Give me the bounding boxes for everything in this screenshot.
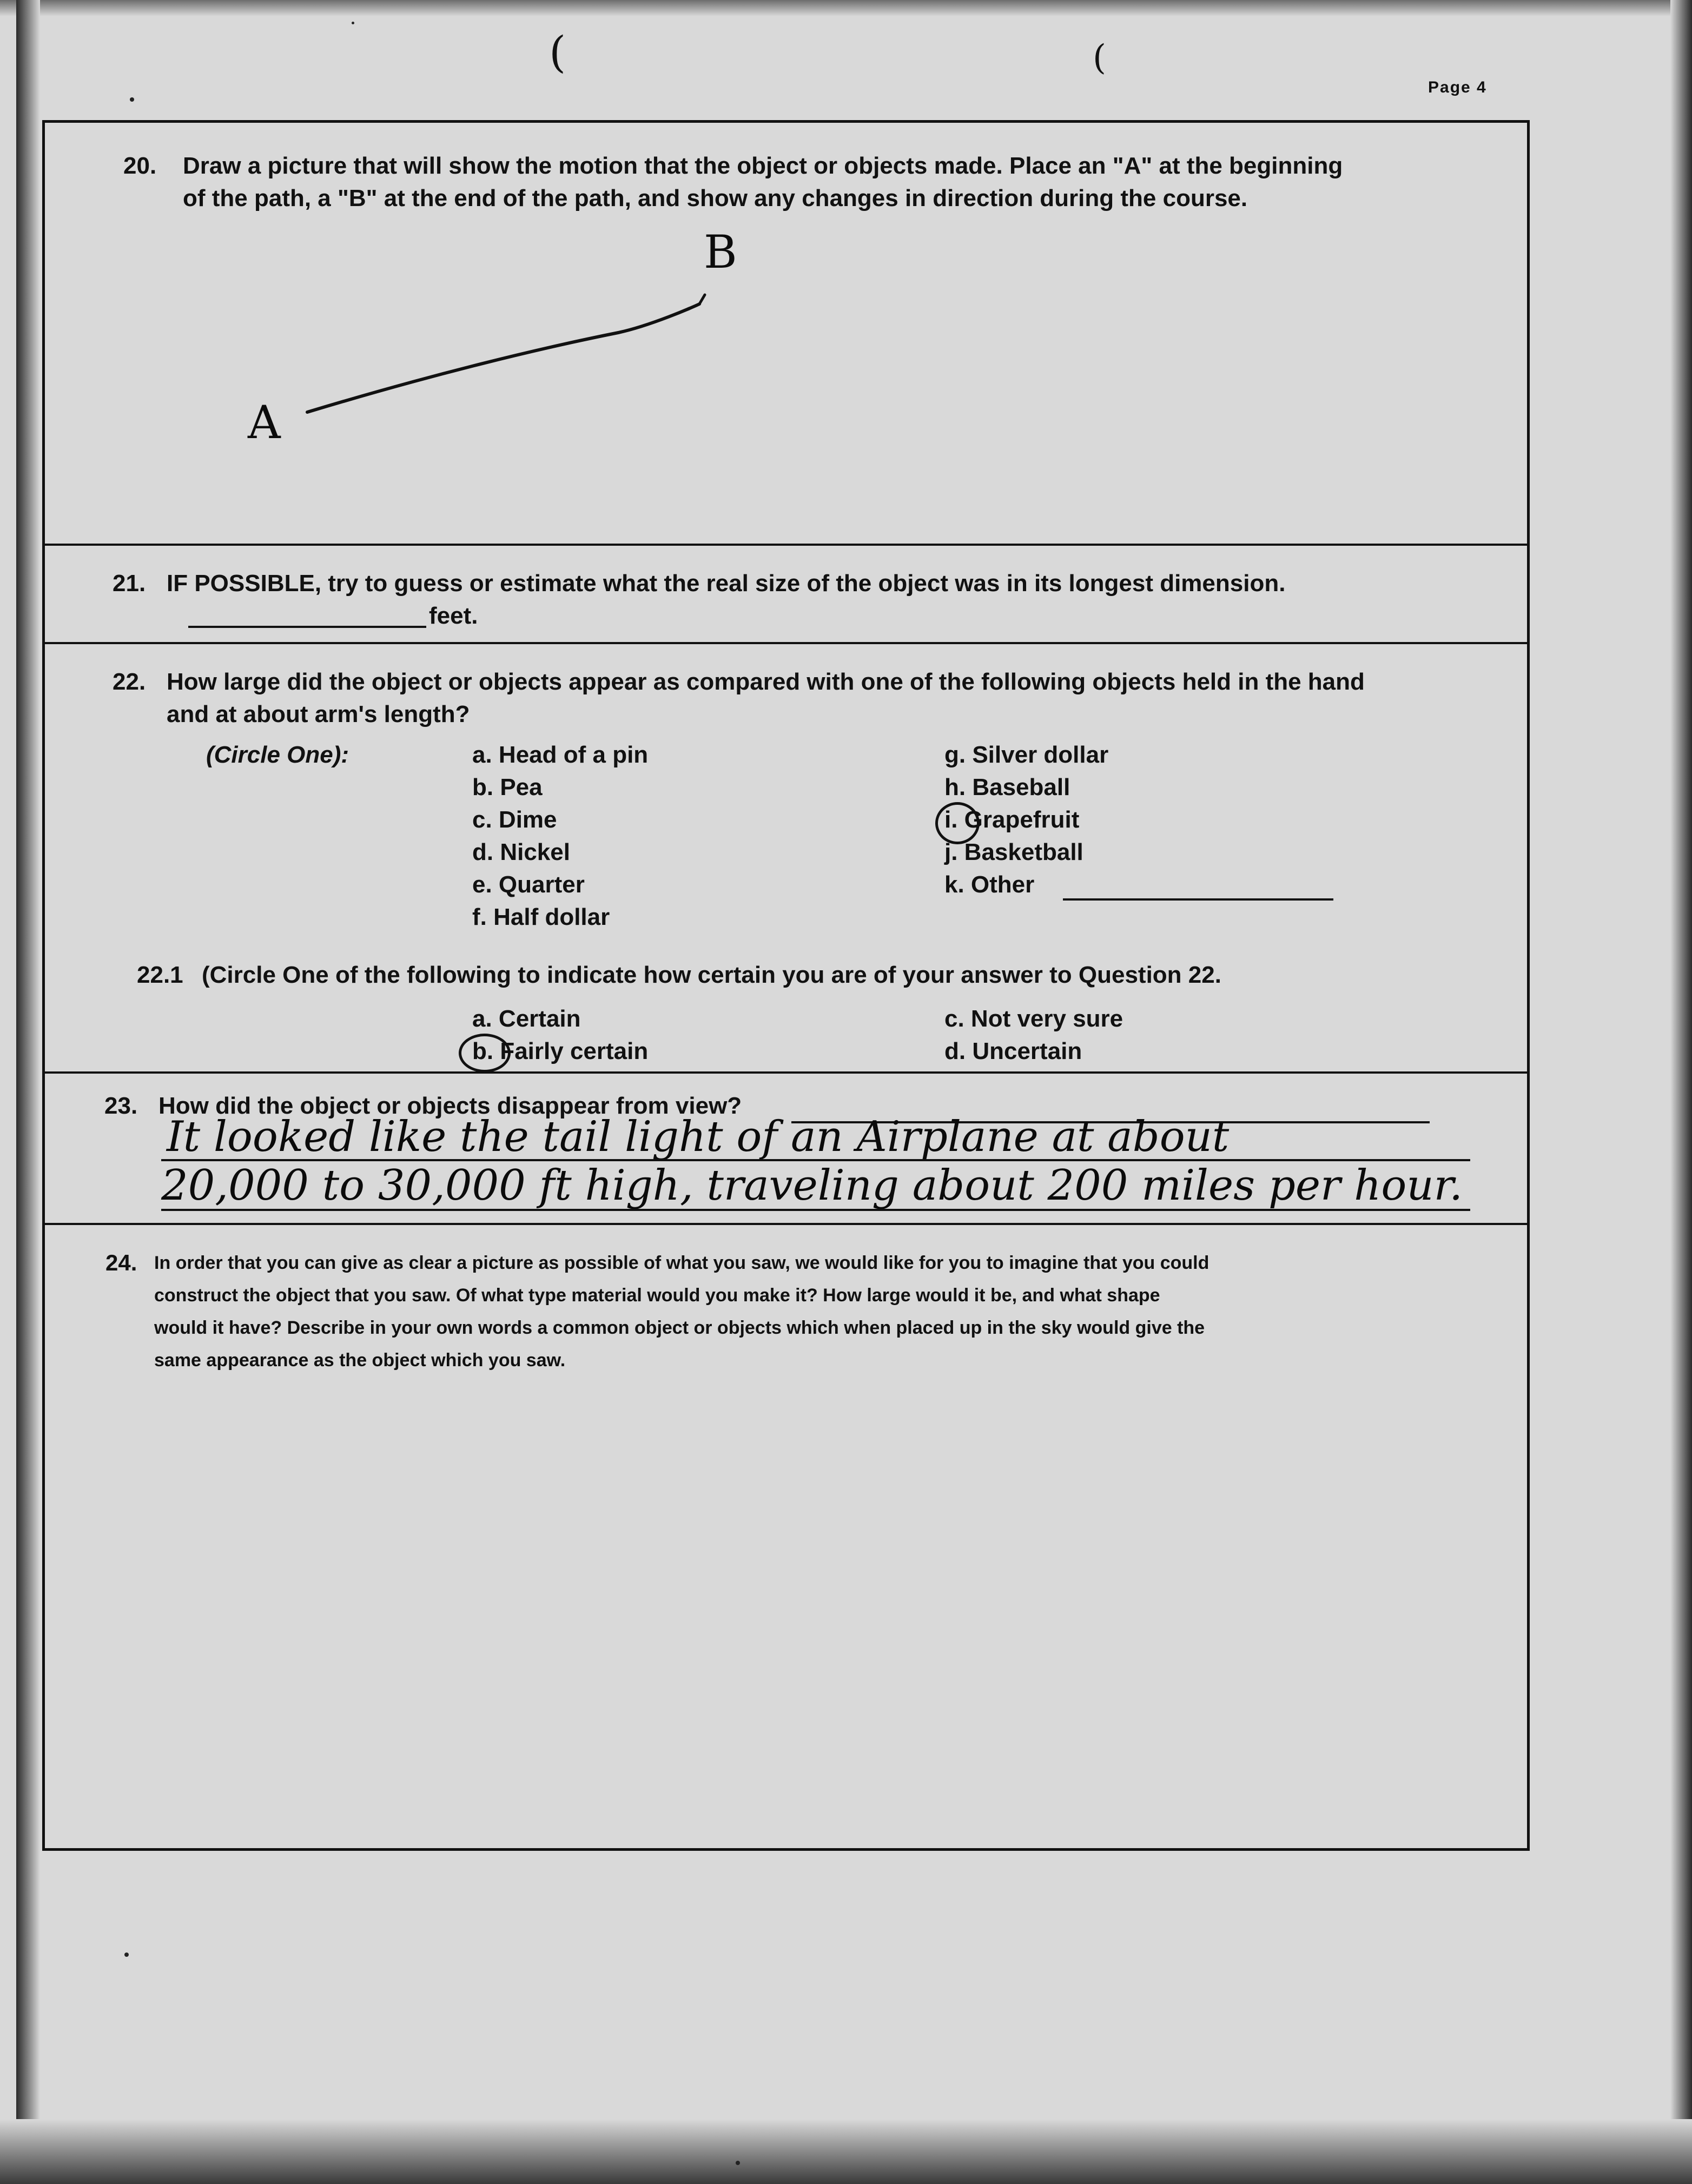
scan-edge-bottom — [0, 2119, 1692, 2184]
question-text-line2: of the path, a "B" at the end of the path, and show any changes in direction during the course. — [183, 185, 1248, 211]
circle-one-label: (Circle One): — [206, 742, 349, 768]
path-label-a: A — [248, 396, 281, 449]
motion-path-end-tick — [699, 295, 705, 304]
option-d[interactable]: d. Nickel — [472, 839, 570, 865]
option-c[interactable]: c. Dime — [472, 806, 557, 833]
answer-area[interactable] — [99, 1387, 1473, 1831]
scan-edge-left — [16, 0, 40, 2184]
option-b[interactable]: b. Pea — [472, 774, 543, 800]
option-j[interactable]: j. Basketball — [944, 839, 1083, 865]
question-text: How did the object or objects disappear from view? — [158, 1093, 742, 1119]
handwritten-answer-line2[interactable]: 20,000 to 30,000 ft high, traveling about 200 miles per hour. — [161, 1161, 1463, 1210]
option-e[interactable]: e. Quarter — [472, 871, 585, 898]
question-number: 21. — [113, 570, 146, 597]
question-text-line2: construct the object that you saw. Of what type material would you make it? How large would it be, and what shape — [154, 1285, 1160, 1306]
question-text-line1: How large did the object or objects appear as compared with one of the following objects held in the hand — [167, 669, 1365, 695]
option-h[interactable]: h. Baseball — [944, 774, 1070, 800]
selection-circle — [459, 1034, 511, 1073]
question-text: (Circle One of the following to indicate how certain you are of your answer to Question 22. — [202, 962, 1221, 988]
question-lead: IF POSSIBLE, — [167, 570, 322, 597]
motion-path-drawing — [45, 123, 1527, 545]
question-text-line1: In order that you can give as clear a picture as possible of what you saw, we would like for you to imagine that you could — [154, 1253, 1209, 1273]
certainty-option-a[interactable]: a. Certain — [472, 1005, 581, 1032]
question-number: 23. — [104, 1093, 138, 1119]
question-24-section — [45, 1225, 1527, 1847]
selection-circle — [935, 802, 980, 844]
path-label-b: B — [704, 226, 737, 279]
question-20-section — [45, 123, 1527, 546]
speck — [736, 2161, 740, 2165]
question-number: 24. — [105, 1250, 137, 1275]
certainty-option-b-selected[interactable]: b. Fairly certain — [472, 1038, 649, 1064]
question-text: try to guess or estimate what the real size of the object was in its longest dimension. — [328, 570, 1286, 597]
speck — [124, 1953, 129, 1957]
answer-underline-2 — [161, 1209, 1470, 1211]
scan-edge-right — [1670, 0, 1692, 2184]
certainty-option-c[interactable]: c. Not very sure — [944, 1005, 1123, 1032]
handwritten-answer-line1[interactable]: It looked like the tail light of an Airplane at about — [167, 1113, 1230, 1161]
certainty-option-d[interactable]: d. Uncertain — [944, 1038, 1082, 1064]
option-f[interactable]: f. Half dollar — [472, 904, 610, 930]
question-23-section — [45, 1074, 1527, 1225]
question-number: 22.1 — [137, 962, 183, 988]
question-number: 22. — [113, 669, 146, 695]
size-answer-blank[interactable] — [188, 626, 426, 628]
other-answer-blank[interactable] — [1063, 898, 1333, 901]
scan-shadow-top — [0, 0, 1692, 16]
question-number: 20. — [123, 153, 157, 179]
question-21-section — [45, 546, 1527, 644]
motion-path-line — [307, 304, 699, 412]
option-g[interactable]: g. Silver dollar — [944, 742, 1109, 768]
option-i-selected[interactable]: i. Grapefruit — [944, 806, 1080, 833]
questionnaire-form — [42, 120, 1530, 1851]
option-k[interactable]: k. Other — [944, 871, 1035, 898]
unit-label: feet. — [429, 603, 478, 629]
speck — [130, 97, 134, 102]
question-text-line1: Draw a picture that will show the motion that the object or objects made. Place an "A" at the beginning — [183, 153, 1343, 179]
punch-mark-right: ( — [1093, 38, 1106, 78]
option-a[interactable]: a. Head of a pin — [472, 742, 649, 768]
punch-mark-left: ( — [549, 27, 566, 77]
speck — [352, 22, 354, 24]
page-number: Page 4 — [1428, 78, 1487, 96]
question-22-section — [45, 644, 1527, 1074]
question-text-line2: and at about arm's length? — [167, 701, 470, 727]
question-text-line3: would it have? Describe in your own words a common object or objects which when placed up in the sky would give the — [154, 1318, 1205, 1338]
question-text-line4: same appearance as the object which you saw. — [154, 1350, 566, 1371]
